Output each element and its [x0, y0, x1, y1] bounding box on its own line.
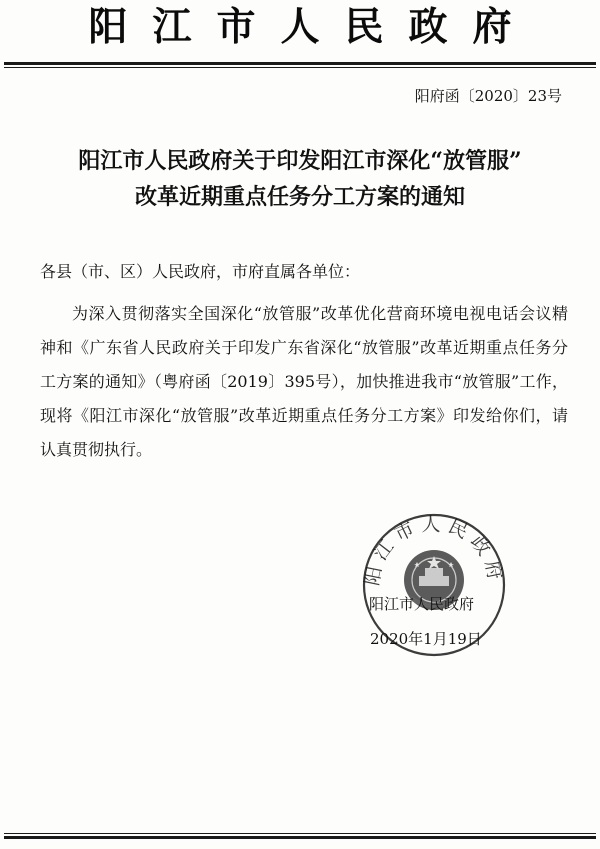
issuer-name: 阳江市人民政府 — [369, 595, 475, 613]
document-number: 阳府函〔2020〕23号 — [414, 87, 562, 105]
title-line-1: 阳江市人民政府关于印发阳江市深化“放管服” — [78, 148, 522, 174]
header-rule-thick — [4, 62, 596, 65]
title-line-2: 改革近期重点任务分工方案的通知 — [134, 184, 465, 210]
seal-text: 阳江市人民政府 — [360, 513, 508, 588]
document-title — [20, 143, 580, 215]
header-rule-thin — [4, 67, 596, 68]
masthead-title: 阳江市人民政府 — [88, 4, 537, 50]
salutation: 各县（市、区）人民政府，市府直属各单位： — [40, 262, 361, 281]
issue-date: 2020年1月19日 — [370, 630, 482, 648]
footer-rule-thick — [4, 836, 596, 839]
body-paragraph: 为深入贯彻落实全国深化“放管服”改革优化营商环境电视电话会议精神和《广东省人民政府关于印发广东省深化“放管服”改革近期重点任务分工方案的通知》（粤府函〔2019〕395号），加快推进我市“放管服”工作，现将《阳江市深化“放管服”改革近期重点任务分工方案》印发给你们，请认真贯彻执行。 — [40, 304, 568, 459]
footer-rule-thin — [4, 833, 596, 834]
